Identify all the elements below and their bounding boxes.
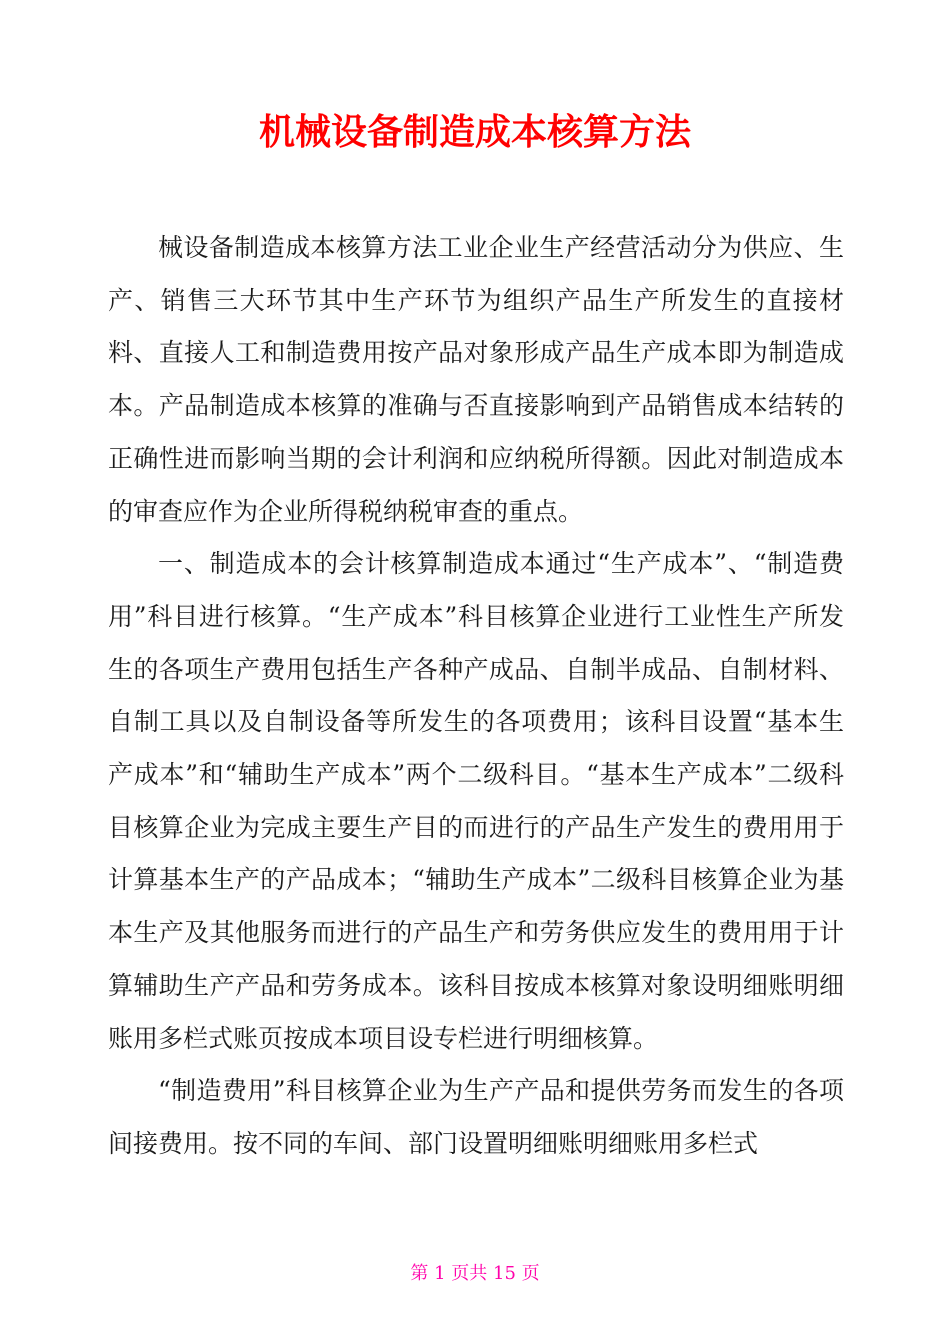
paragraph-intro: 械设备制造成本核算方法工业企业生产经营活动分为供应、生产、销售三大环节其中生产环节为组织产品生产所发生的直接材料、直接人工和制造费用按产品对象形成产品生产成本即为制造成本。产品制造成本核算的准确与否直接影响到产品销售成本结转的正确性进而影响当期的会计利润和应纳税所得额。因此对制造成本的审查应作为企业所得税纳税审查的重点。 (108, 233, 844, 526)
paragraph-manufacturing-expense: “制造费用”科目核算企业为生产产品和提供劳务而发生的各项间接费用。按不同的车间、部门设置明细账明细账用多栏式 (108, 1076, 844, 1158)
page-number-footer: 第 1 页共 15 页 (410, 1263, 540, 1284)
document-title: 机械设备制造成本核算方法 (258, 112, 691, 153)
document-body (108, 222, 844, 1171)
paragraph-section-one: 一、制造成本的会计核算制造成本通过“生产成本”、“制造费用”科目进行核算。“生产成本”科目核算企业进行工业性生产所发生的各项生产费用包括生产各种产成品、自制半成品、自制材料、自制工具以及自制设备等所发生的各项费用；该科目设置“基本生产成本”和“辅助生产成本”两个二级科目。“基本生产成本”二级科目核算企业为完成主要生产目的而进行的产品生产发生的费用用于计算基本生产的产品成本；“辅助生产成本”二级科目核算企业为基本生产及其他服务而进行的产品生产和劳务供应发生的费用用于计算辅助生产产品和劳务成本。该科目按成本核算对象设明细账明细账用多栏式账页按成本项目设专栏进行明细核算。 (108, 549, 844, 1053)
